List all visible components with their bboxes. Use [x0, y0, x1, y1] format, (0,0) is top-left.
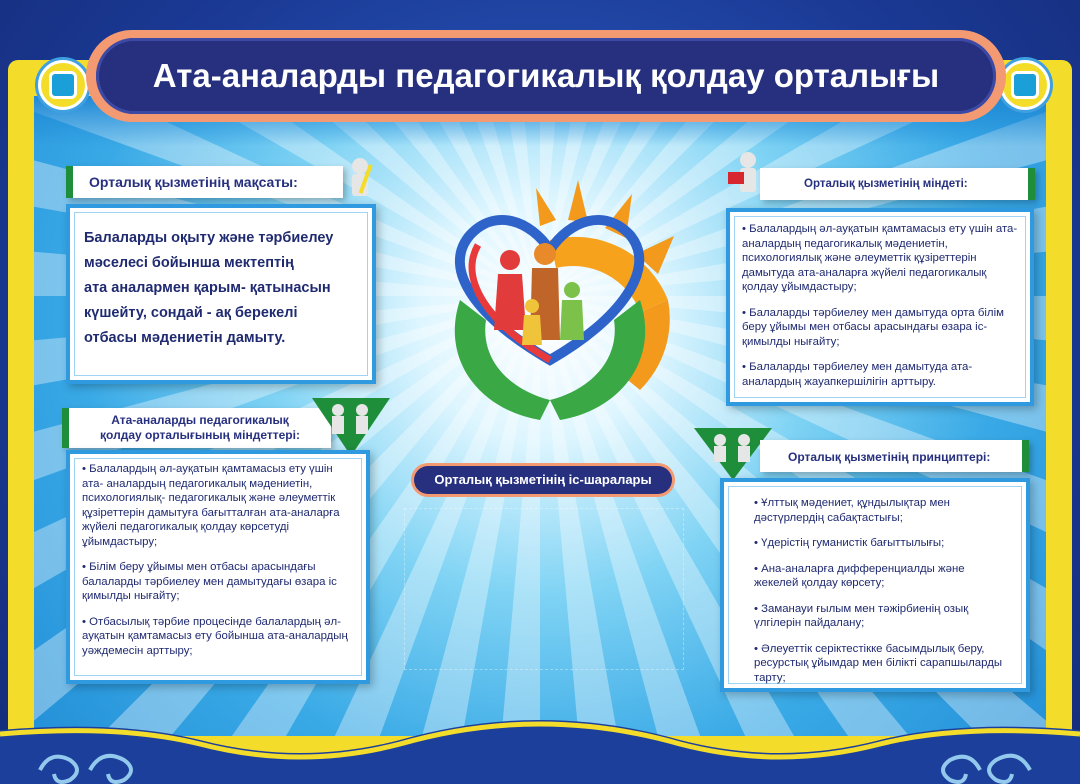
family-hands-logo-icon: [400, 150, 700, 440]
principles-list: [754, 496, 1004, 696]
goal-heading: Орталық қызметінің мақсаты:: [89, 174, 298, 190]
ornament-badge-left-icon: [38, 60, 88, 110]
list-item: • Балаларды тәрбиелеу мен дамытуда орта білім беру ұйымы мен отбасы арасындағы өзара іс-қимылды нығайту;: [742, 306, 1004, 348]
list-item: • Балаларды тәрбиелеу мен дамытуда ата-аналардың жауапкершілігін арттыру.: [742, 361, 973, 388]
center-tasks-panel: [66, 450, 370, 684]
list-item: • Үдерістің гуманистік бағыттылығы;: [754, 537, 945, 549]
list-item: • Білім беру ұйымы мен отбасы арасындағы балаларды тәрбиелеу мен дамытудағы өзара іс қимылды нығайту;: [82, 561, 337, 602]
ornament-badge-right-icon: [1000, 60, 1050, 110]
tasks-heading: Орталық қызметінің міндеті:: [804, 178, 968, 190]
principles-heading: Орталық қызметінің принциптері:: [788, 450, 991, 464]
list-item: • Әлеуеттік серіктестікке басымдылық беру, ресурстық ұйымдар мен білікті сарапшыларды тарту;: [754, 642, 1003, 684]
page-title: Ата-аналарды педагогикалық қолдау орталығы: [152, 57, 940, 94]
goal-text: [84, 226, 333, 351]
list-item: • Балалардың әл-ауқатын қамтамасыз ету үшін ата- аналардың педагогикалық мәдениетін, психологиялық және әлеуметтік құзіреттерін дамытуда ата-аналарға жүйелі педагогикалық қолдау ұйымдастыру;: [742, 223, 1018, 293]
center-tasks-heading-line: қолдау орталығының міндеттері:: [100, 428, 300, 442]
group-figures-icon: [312, 398, 390, 456]
center-tasks-heading-line: Ата-аналарды педагогикалық: [111, 413, 289, 427]
bottom-ornament: [0, 700, 1080, 784]
list-item: • Заманауи ғылым мен тәжірбиенің озық үлгілерін пайдалану;: [754, 602, 969, 629]
tasks-list: [742, 222, 1020, 400]
list-item: • Ана-аналарға дифференциалды және жекелей қолдау көрсету;: [754, 562, 965, 589]
list-item: • Балалардың әл-ауқатын қамтамасыз ету үшін ата- аналардың педагогикалық мәдениетін, психологиялық- педагогикалық және әлеуметтік құзіреттерін дамытуға бағытталған ата-аналарға жүйелі педагогикалық қолдау көрсетуді ұйымдастыру;: [82, 463, 340, 548]
center-tasks-list: [82, 462, 356, 669]
list-item: • Отбасылық тәрбие процесінде балалардың әл- ауқатын қамтамасыз ету бойынша ата-аналардың уәждемесін арттыру;: [82, 615, 348, 657]
tasks-heading-tab: [760, 168, 1035, 200]
goal-line: Балаларды оқыту және тәрбиелеу: [84, 230, 334, 246]
events-area: [404, 508, 684, 670]
goal-panel: [66, 204, 376, 384]
events-label: Орталық қызметінің іс-шаралары: [414, 466, 672, 494]
goal-heading-tab: [66, 166, 343, 198]
center-tasks-heading: [69, 413, 331, 443]
figure-with-pencil-icon: [338, 156, 382, 206]
list-item: • Ұлттық мәдениет, құндылықтар мен дәстүрлердің сабақтастығы;: [754, 497, 950, 524]
goal-line: мәселесі бойынша мектептің: [84, 255, 294, 271]
tasks-panel: [726, 208, 1034, 406]
center-tasks-heading-tab: [62, 408, 331, 448]
goal-line: ата аналармен қарым- қатынасын: [84, 280, 331, 296]
goal-line: күшейту, сондай - ақ берекелі: [84, 305, 298, 321]
principles-panel: [720, 478, 1030, 692]
goal-line: отбасы мәдениетін дамыту.: [84, 330, 286, 346]
principles-heading-tab: [760, 440, 1029, 472]
